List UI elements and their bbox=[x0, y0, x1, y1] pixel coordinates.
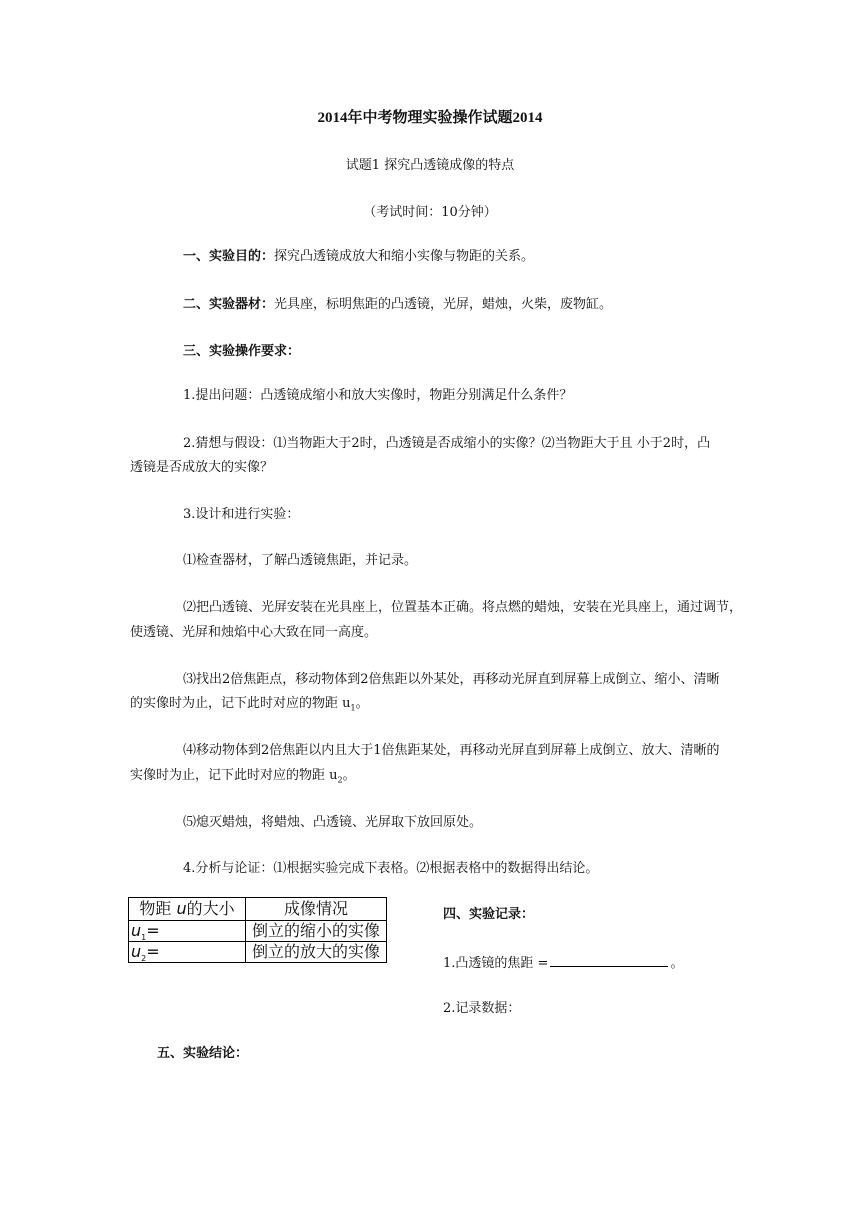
header-image-condition: 成像情况 bbox=[246, 898, 387, 921]
step-3-line-1: ⑶找出2倍焦距点，移动物体到2倍焦距以外某处，再移动光屏直到屏幕上成倒立、缩小、清晰 bbox=[183, 672, 720, 687]
table-row bbox=[129, 921, 387, 942]
document-title: 2014年中考物理实验操作试题2014 bbox=[317, 110, 543, 126]
record-table bbox=[128, 897, 387, 963]
table-header-row bbox=[129, 898, 387, 921]
focal-length-item bbox=[443, 954, 683, 973]
step-4-subscript: 2 bbox=[337, 775, 343, 785]
equipment-section bbox=[183, 296, 612, 314]
record-data-item: 2.记录数据： bbox=[443, 1001, 521, 1016]
step-3-text: 的实像时为止，记下此时对应的物距 u bbox=[130, 696, 351, 711]
question-subtitle: 试题1 探究凸透镜成像的特点 bbox=[345, 158, 515, 173]
step-2-line-2: 使透镜、光屏和烛焰中心大致在同一高度。 bbox=[130, 625, 378, 640]
step-3-end: 。 bbox=[355, 696, 369, 711]
focal-length-blank[interactable] bbox=[550, 954, 668, 967]
equipment-heading: 二、实验器材： bbox=[183, 297, 275, 312]
question-3: 3.设计和进行实验： bbox=[183, 507, 300, 522]
step-4-line-1: ⑷移动物体到2倍焦距以内且大于1倍焦距某处，再移动光屏直到屏幕上成倒立、放大、清晰的 bbox=[183, 743, 720, 758]
step-1: ⑴检查器材，了解凸透镜焦距，并记录。 bbox=[183, 553, 418, 568]
step-3-line-2 bbox=[130, 695, 369, 713]
requirements-heading: 三、实验操作要求： bbox=[183, 344, 301, 359]
header-object-distance: 物距 u的大小 bbox=[129, 898, 246, 921]
conclusion-heading: 五、实验结论： bbox=[157, 1046, 249, 1061]
step-5: ⑸熄灭蜡烛，将蜡烛、凸透镜、光屏取下放回原处。 bbox=[183, 815, 483, 830]
step-2-line-1: ⑵把凸透镜、光屏安装在光具座上，位置基本正确。将点燃的蜡烛，安装在光具座上，通过调节， bbox=[183, 600, 743, 615]
focal-length-end: 。 bbox=[670, 956, 684, 971]
question-2-line-2: 透镜是否成放大的实像？ bbox=[130, 460, 274, 475]
row-2-distance-cell[interactable]: $u_2=$ bbox=[129, 942, 246, 963]
purpose-section bbox=[183, 248, 534, 266]
exam-time-note: （考试时间：10分钟） bbox=[363, 205, 497, 220]
focal-length-label: 1.凸透镜的焦距 = bbox=[443, 956, 549, 971]
row-1-distance-cell[interactable]: $u_1=$ bbox=[129, 921, 246, 942]
question-2-line-1: 2.猜想与假设：⑴当物距大于2时，凸透镜是否成缩小的实像？⑵当物距大于且 小于2时，凸 bbox=[183, 436, 711, 451]
purpose-text: 探究凸透镜成放大和缩小实像与物距的关系。 bbox=[274, 249, 535, 264]
question-4: 4.分析与论证：⑴根据实验完成下表格。⑵根据表格中的数据得出结论。 bbox=[183, 861, 599, 876]
purpose-heading: 一、实验目的： bbox=[183, 249, 275, 264]
row-2-image-cell: 倒立的放大的实像 bbox=[246, 942, 387, 963]
step-4-line-2 bbox=[130, 767, 356, 785]
record-heading: 四、实验记录： bbox=[443, 907, 535, 922]
step-4-text: 实像时为止，记下此时对应的物距 u bbox=[130, 768, 338, 783]
step-4-end: 。 bbox=[342, 768, 356, 783]
table-row bbox=[129, 942, 387, 963]
step-3-subscript: 1 bbox=[350, 703, 356, 713]
equipment-text: 光具座，标明焦距的凸透镜，光屏，蜡烛，火柴，废物缸。 bbox=[274, 297, 613, 312]
row-1-image-cell: 倒立的缩小的实像 bbox=[246, 921, 387, 942]
question-1: 1.提出问题：凸透镜成缩小和放大实像时，物距分别满足什么条件？ bbox=[183, 388, 573, 403]
